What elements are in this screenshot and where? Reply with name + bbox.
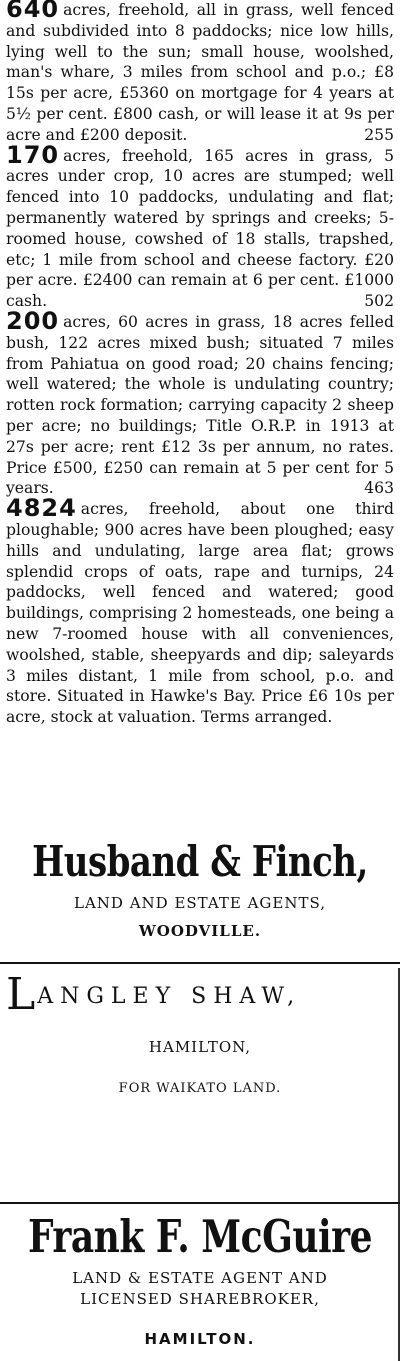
- listing-200: [6, 306, 394, 499]
- listing-ref: 255: [364, 125, 394, 144]
- name-rest: ANGLEY SHAW,: [37, 984, 302, 1009]
- ad-langley-shaw: [0, 970, 400, 1100]
- name-initial: L: [6, 969, 38, 1020]
- listing-number: 640: [6, 0, 60, 23]
- listing-text: acres, 60 acres in grass, 18 acres felled bush, 122 acres mixed bush; situated 7 miles from Pahiatua on good road; 20 chains fencing; well watered; the whole is undulating country; rotten rock formation; carrying capacity 2 sheep per acre; no buildings; Title O.R.P. in 1913 at 27s per acre; rent £12 3s per annum, no rates. Price £500, £250 can remain at 5 per cent for 5 years.: [6, 312, 394, 498]
- agency-name: Husband & Finch,: [32, 837, 368, 887]
- listing-number: 200: [6, 306, 60, 335]
- listing-text: acres, freehold, all in grass, well fenced and subdivided into 8 paddocks; nice low hills, lying well to the sun; small house, woolshed, man's whare, 3 miles from school and p.o.; £8 15s per acre, £5360 on mortgage for 4 years at 5½ per cent. £800 cash, or will lease it at 9s per acre and £200 deposit.: [6, 1, 394, 144]
- agency-tagline: FOR WAIKATO LAND.: [118, 1081, 282, 1096]
- listing-text: acres, freehold, 165 acres in grass, 5 acres under crop, 10 acres are stumped; well fenced into 10 paddocks, undulating and flat; permanently watered by springs and creeks; 5-roomed house, cowshed of 18 stalls, trapshed, etc; 1 mile from school and cheese factory. £20 per acre. £2400 can remain at 6 per cent. £1000 cash.: [6, 146, 394, 311]
- listing-number: 170: [6, 140, 60, 169]
- agency-description: LAND & ESTATE AGENT AND: [72, 1269, 328, 1287]
- agency-town: HAMILTON.: [144, 1330, 256, 1348]
- listing-170: [6, 140, 394, 312]
- divider-rule: [0, 1202, 400, 1204]
- listing-640: [6, 0, 394, 146]
- property-listings: [6, 0, 394, 728]
- listing-number: 4824: [6, 494, 77, 523]
- agency-town: HAMILTON,: [148, 1038, 252, 1056]
- agency-name: Frank F. McGuire: [27, 1210, 373, 1264]
- ad-husband-finch: [0, 837, 400, 942]
- agency-license: LICENSED SHAREBROKER,: [80, 1290, 320, 1308]
- agency-town: WOODVILLE.: [138, 922, 262, 940]
- listing-text: acres, freehold, about one third ploughable; 900 acres have been ploughed; easy hills and undulating, large area flat; grows splendid crops of oats, rape and turnips, 24 paddocks, well fenced and watered; good buildings, comprising 2 homesteads, one being a new 7-roomed house with all conveniences, woolshed, stable, sheepyards and dip; saleyards 3 miles distant, 1 mile from school, p.o. and store. Situated in Hawke's Bay. Price £6 10s per acre, stock at valuation. Terms arranged.: [6, 500, 394, 727]
- agency-name: [0, 970, 400, 1022]
- listing-ref: 463: [364, 479, 394, 498]
- listing-4824: [6, 494, 394, 728]
- agency-description: LAND AND ESTATE AGENTS,: [73, 894, 326, 912]
- listing-ref: 502: [364, 292, 394, 311]
- divider-rule: [0, 962, 400, 964]
- ad-frank-mcguire: [0, 1212, 400, 1350]
